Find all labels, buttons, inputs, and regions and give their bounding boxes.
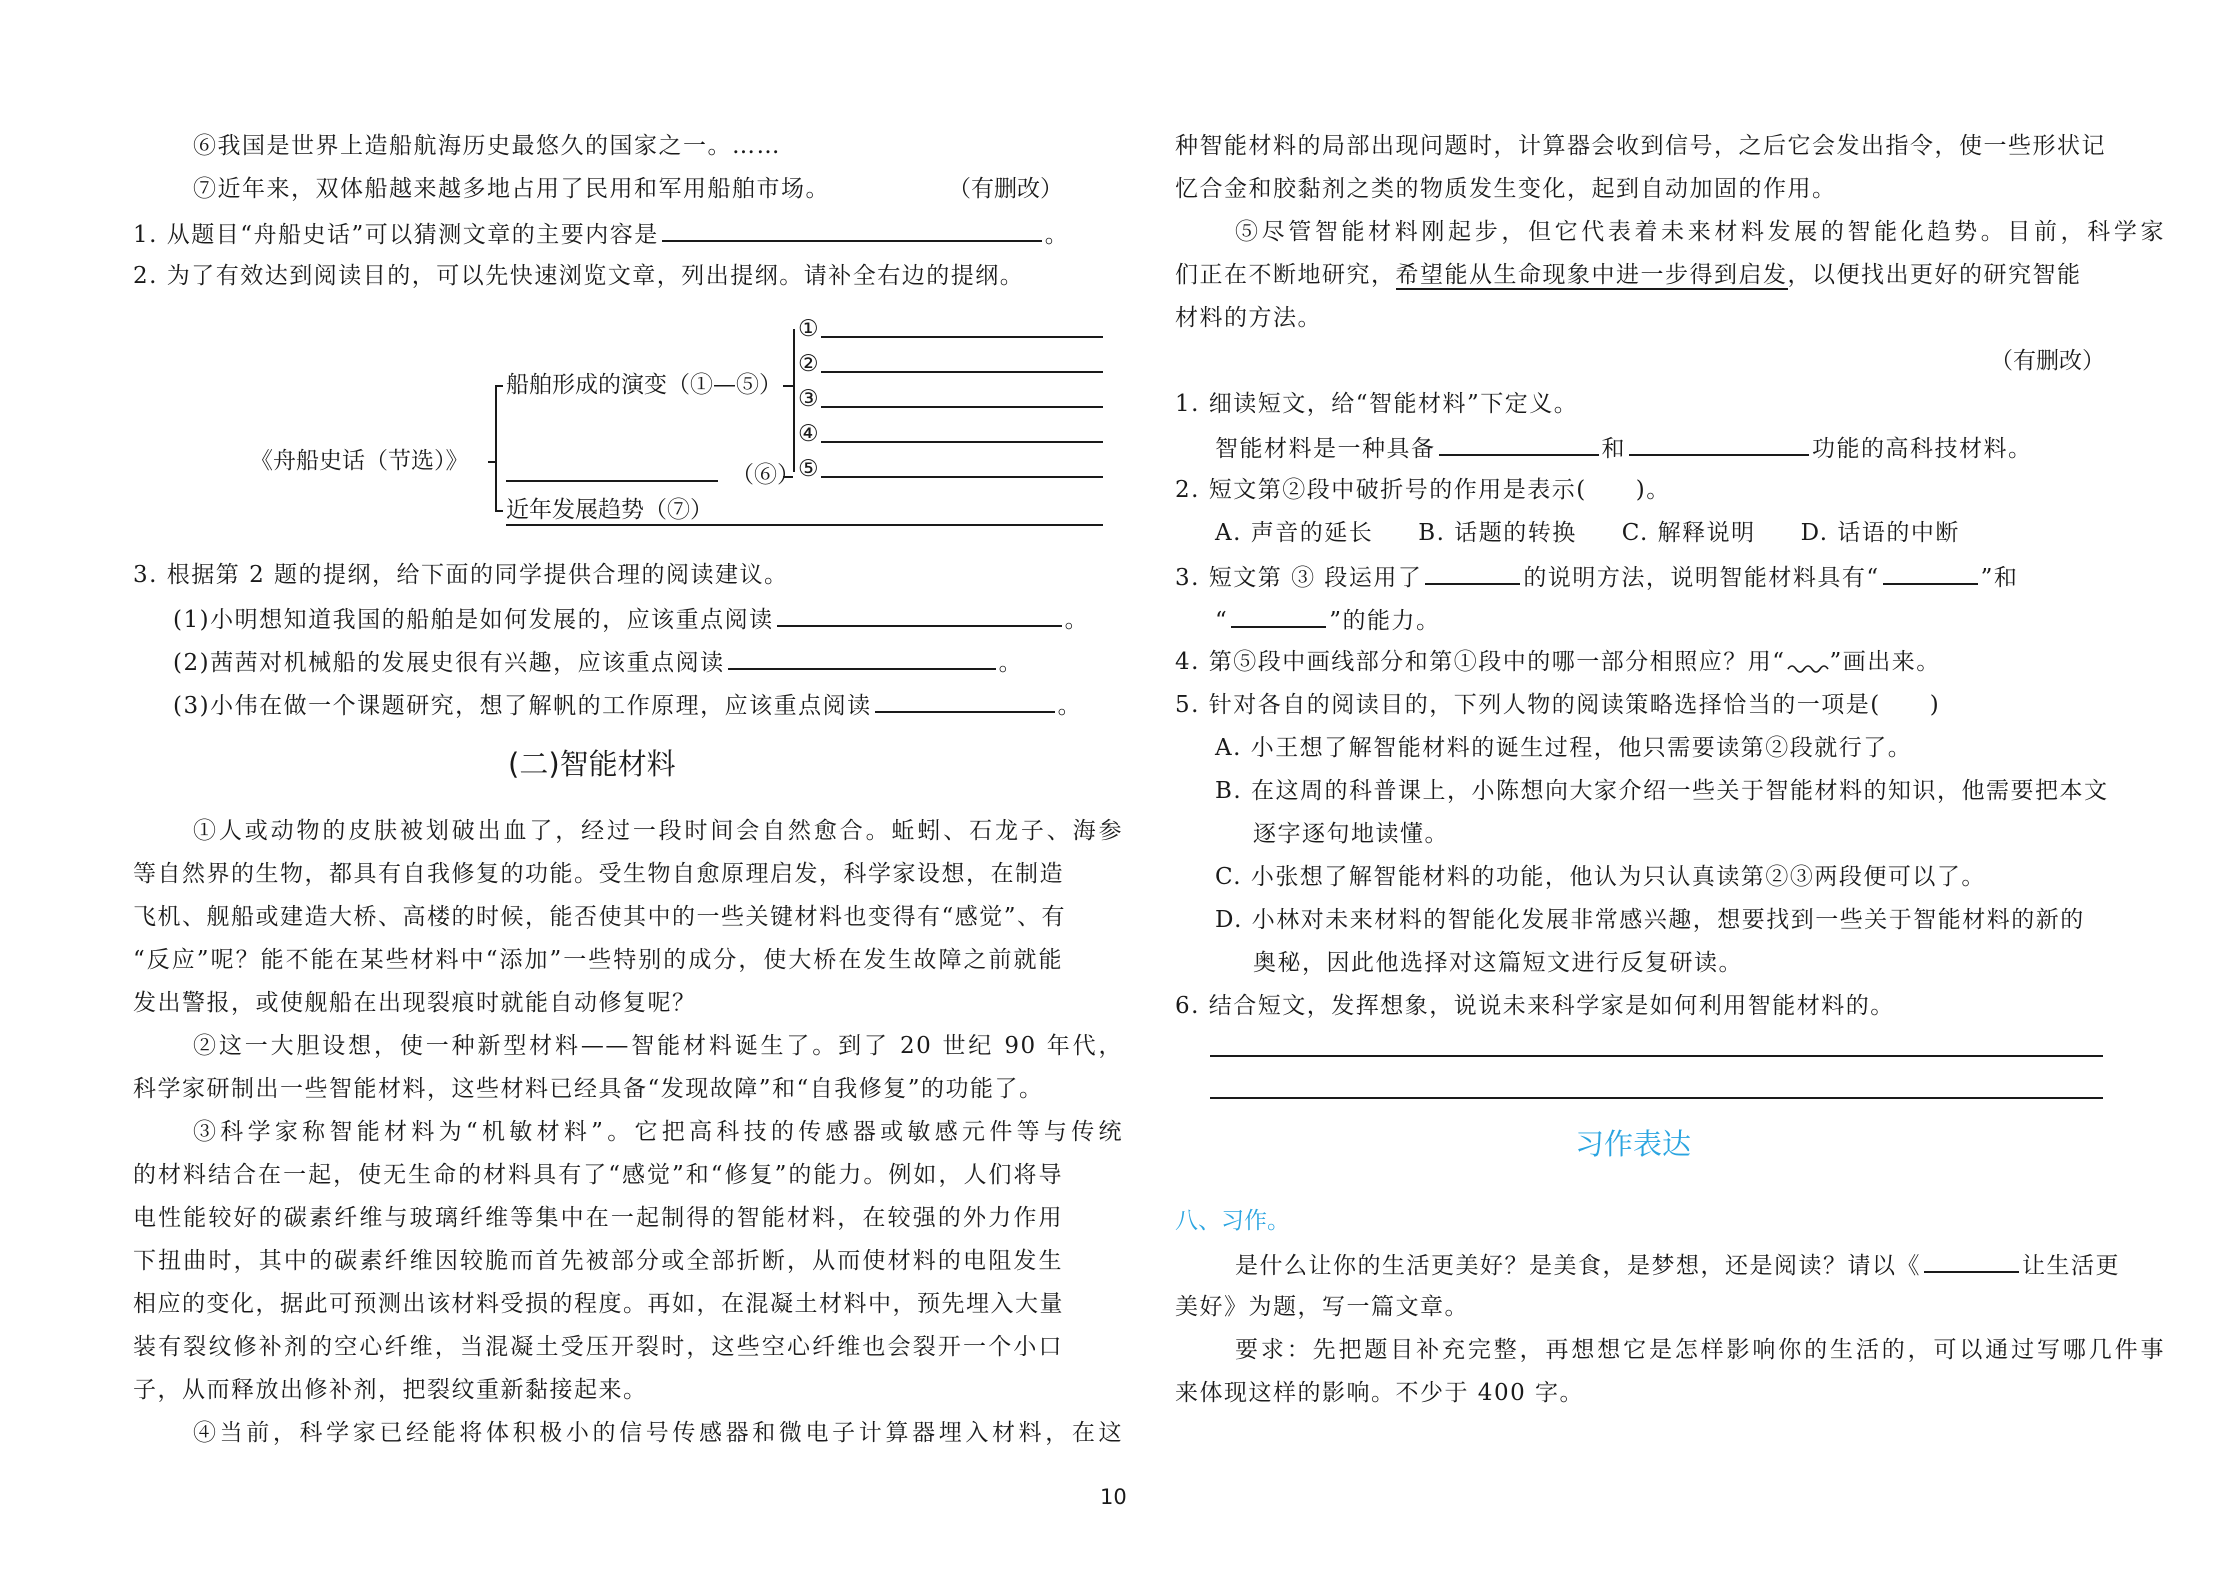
para4-line-1: ④当前，科学家已经能将体积极小的信号传感器和微电子计算器埋入材料，在这 (193, 1420, 1123, 1446)
para1-line-4: “反应”呢？能不能在某些材料中“添加”一些特别的成分，使大桥在发生故障之前就能 (133, 947, 1063, 973)
answer-line-2[interactable] (1210, 1097, 2103, 1099)
outline-branch-2-label: （⑥） (731, 462, 800, 488)
outline-branch-2-blank[interactable] (506, 480, 718, 482)
q1-text-c: 功能的高科技材料。 (1812, 436, 2033, 462)
outline-root-connector (488, 461, 496, 463)
q5-option-b-line-1[interactable]: B. 在这周的科普课上，小陈想向大家介绍一些关于智能材料的知识，他需要把本文 (1215, 778, 2109, 804)
outline-bracket-sub (793, 329, 795, 472)
option-d[interactable]: D. 话语的中断 (1800, 520, 1960, 546)
para3-line-2: 的材料结合在一起，使无生命的材料具有了“感觉”和“修复”的能力。例如，人们将导 (133, 1162, 1063, 1188)
question-2: 2. 为了有效达到阅读目的，可以先快速浏览文章，列出提纲。请补全右边的提纲。 (133, 263, 1025, 289)
para5-line-2-a: 们正在不断地研究， (1175, 262, 1396, 288)
writing-prompt-a: 是什么让你的生活更美好？是美食，是梦想，还是阅读？请以《 (1235, 1253, 1921, 1279)
question-1-end: 。 (1044, 222, 1070, 248)
q3-text-d: “ (1215, 608, 1229, 634)
outline-branch-3: 近年发展趋势（⑦） (506, 497, 713, 523)
para5-line-1: ⑤尽管智能材料刚起步，但它代表着未来材料发展的智能化趋势。目前，科学家 (1235, 219, 2165, 245)
para5-line-2 (1175, 260, 2082, 290)
right-question-1-fill (1175, 432, 2033, 464)
outline-item-4-blank[interactable] (821, 441, 1103, 443)
para4-cont-line-1: 种智能材料的局部出现问题时，计算器会收到信号，之后它会发出指令，使一些形状记 (1175, 133, 2106, 159)
right-question-5: 5. 针对各自的阅读目的，下列人物的阅读策略选择恰当的一项是( ) (1175, 692, 1941, 718)
answer-blank-q3-3[interactable] (875, 689, 1055, 713)
q3-text-a: 3. 短文第 ③ 段运用了 (1175, 565, 1423, 591)
title-blank[interactable] (1924, 1249, 2019, 1273)
edited-note-right: （有删改） (1990, 348, 2105, 374)
period: 。 (998, 650, 1024, 676)
answer-line-1[interactable] (1210, 1055, 2103, 1057)
outline-item-2-blank[interactable] (821, 371, 1103, 373)
para4-cont-line-2: 忆合金和胶黏剂之类的物质发生变化，起到自动加固的作用。 (1175, 176, 1837, 202)
para1-line-2: 等自然界的生物，都具有自我修复的功能。受生物自愈原理启发，科学家设想，在制造 (133, 861, 1064, 887)
outline-item-4: ④ (798, 421, 819, 447)
question-3-2-text: (2)茜茜对机械船的发展史很有兴趣，应该重点阅读 (173, 650, 725, 676)
writing-heading: 八、习作。 (1175, 1208, 1290, 1234)
right-question-1: 1. 细读短文，给“智能材料”下定义。 (1175, 391, 1579, 417)
question-3-3-text: (3)小伟在做一个课题研究，想了解帆的工作原理，应该重点阅读 (173, 693, 872, 719)
outline-branch1-tick (495, 385, 503, 387)
question-3-2 (133, 646, 1023, 678)
answer-blank-q3-2[interactable] (728, 646, 996, 670)
right-question-3 (1175, 561, 2018, 593)
question-3-1-text: (1)小明想知道我国的船舶是如何发展的，应该重点阅读 (173, 607, 774, 633)
outline-branch3-tick (495, 510, 503, 512)
writing-prompt-line-1 (1175, 1249, 2120, 1281)
outline-item-1-blank[interactable] (821, 336, 1103, 338)
outline-diagram (133, 304, 1063, 544)
section-title-smart-materials: (二)智能材料 (508, 747, 676, 781)
answer-blank-function-1[interactable] (1439, 432, 1599, 456)
question-1-text: 1. 从题目“舟船史话”可以猜测文章的主要内容是 (133, 222, 659, 248)
question-3-1 (133, 603, 1089, 635)
right-question-2-options (1215, 518, 2075, 548)
para2-line-2: 科学家研制出一些智能材料，这些材料已经具备“发现故障”和“自我修复”的功能了。 (133, 1076, 1044, 1102)
wavy-underline-icon (1786, 657, 1830, 675)
period: 。 (1057, 693, 1083, 719)
paragraph-7: ⑦近年来，双体船越来越多地占用了民用和军用船舶市场。 (193, 176, 830, 202)
writing-prompt-line-2: 美好》为题，写一篇文章。 (1175, 1294, 1469, 1320)
q5-option-b-line-2: 逐字逐句地读懂。 (1253, 821, 1449, 847)
paragraph-6: ⑥我国是世界上造船航海历史最悠久的国家之一。…… (193, 133, 781, 159)
writing-requirement-line-1: 要求：先把题目补充完整，再想想它是怎样影响你的生活的，可以通过写哪几件事 (1235, 1337, 2165, 1363)
answer-blank-ability-1[interactable] (1883, 561, 1978, 585)
outline-item-3: ③ (798, 386, 819, 412)
q3-text-e: ”的能力。 (1329, 608, 1441, 634)
outline-sub-connector-2 (783, 476, 793, 478)
para2-line-1: ②这一大胆设想，使一种新型材料——智能材料诞生了。到了 20 世纪 90 年代， (193, 1033, 1123, 1059)
page-number: 10 (1100, 1485, 1127, 1509)
para3-line-7: 子，从而释放出修补剂，把裂纹重新黏接起来。 (133, 1377, 648, 1403)
para5-line-3: 材料的方法。 (1175, 305, 1322, 331)
option-b[interactable]: B. 话题的转换 (1418, 520, 1577, 546)
outline-branch-1: 船舶形成的演变（①—⑤） (506, 372, 782, 398)
q5-option-c[interactable]: C. 小张想了解智能材料的功能，他认为只认真读第②③两段便可以了。 (1215, 864, 1986, 890)
question-3: 3. 根据第 2 题的提纲，给下面的同学提供合理的阅读建议。 (133, 562, 789, 588)
writing-prompt-b: 让生活更 (2022, 1253, 2120, 1279)
answer-blank-ability-2[interactable] (1231, 604, 1326, 628)
period: 。 (1064, 607, 1090, 633)
right-question-2: 2. 短文第②段中破折号的作用是表示( )。 (1175, 477, 1671, 503)
outline-item-1: ① (798, 316, 819, 342)
outline-branch-3-line (506, 524, 1103, 526)
para3-line-3: 电性能较好的碳素纤维与玻璃纤维等集中在一起制得的智能材料，在较强的外力作用 (133, 1205, 1063, 1231)
answer-blank-function-2[interactable] (1629, 432, 1809, 456)
right-question-6: 6. 结合短文，发挥想象，说说未来科学家是如何利用智能材料的。 (1175, 993, 1895, 1019)
para3-line-5: 相应的变化，据此可预测出该材料受损的程度。再如，在混凝土材料中，预先埋入大量 (133, 1291, 1064, 1317)
q1-text-a: 智能材料是一种具备 (1215, 436, 1436, 462)
answer-blank-q1[interactable] (662, 218, 1042, 242)
writing-requirement-line-2: 来体现这样的影响。不少于 400 字。 (1175, 1380, 1585, 1406)
outline-root: 《舟船史话（节选）》 (250, 448, 469, 474)
q5-option-d-line-1[interactable]: D. 小林对未来材料的智能化发展非常感兴趣，想要找到一些关于智能材料的新的 (1215, 907, 2085, 933)
outline-item-5-blank[interactable] (821, 476, 1103, 478)
outline-item-2: ② (798, 351, 819, 377)
option-c[interactable]: C. 解释说明 (1621, 520, 1756, 546)
edited-note: （有删改） (948, 176, 1063, 202)
question-3-3 (133, 689, 1082, 721)
para1-line-1: ①人或动物的皮肤被划破出血了，经过一段时间会自然愈合。蚯蚓、石龙子、海参 (193, 818, 1123, 844)
q3-text-c: ”和 (1980, 565, 2019, 591)
para3-line-4: 下扭曲时，其中的碳素纤维因较脆而首先被部分或全部折断，从而使材料的电阻发生 (133, 1248, 1063, 1274)
q4-text-b: ”画出来。 (1829, 649, 1941, 675)
q5-option-d-line-2: 奥秘，因此他选择对这篇短文进行反复研读。 (1253, 950, 1743, 976)
para3-line-6: 装有裂纹修补剂的空心纤维，当混凝土受压开裂时，这些空心纤维也会裂开一个小口 (133, 1334, 1063, 1360)
para5-underlined-phrase: 希望能从生命现象中进一步得到启发 (1395, 262, 1788, 288)
outline-item-3-blank[interactable] (821, 406, 1103, 408)
outline-item-5: ⑤ (798, 456, 819, 482)
right-question-4 (1175, 647, 1941, 677)
q5-option-a[interactable]: A. 小王想了解智能材料的诞生过程，他只需要读第②段就行了。 (1215, 735, 1913, 761)
para5-line-2-b: ，以便找出更好的研究智能 (1787, 262, 2082, 288)
para1-line-5: 发出警报，或使舰船在出现裂痕时就能自动修复呢？ (133, 990, 697, 1016)
question-1 (133, 218, 1069, 250)
q1-text-b: 和 (1601, 436, 1626, 462)
outline-sub-connector-1 (783, 385, 793, 387)
para3-line-1: ③科学家称智能材料为“机敏材料”。它把高科技的传感器或敏感元件等与传统 (193, 1119, 1123, 1145)
para1-line-3: 飞机、舰船或建造大桥、高楼的时候，能否使其中的一些关键材料也变得有“感觉”、有 (133, 904, 1067, 930)
answer-blank-method[interactable] (1425, 561, 1520, 585)
right-question-3-cont (1175, 604, 1441, 636)
answer-blank-q3-1[interactable] (777, 603, 1062, 627)
section-title-writing: 习作表达 (1575, 1127, 1692, 1161)
outline-bracket-main (495, 385, 497, 510)
option-a[interactable]: A. 声音的延长 (1215, 520, 1374, 546)
q4-text-a: 4. 第⑤段中画线部分和第①段中的哪一部分相照应？用“ (1175, 649, 1786, 675)
q3-text-b: 的说明方法，说明智能材料具有“ (1523, 565, 1880, 591)
